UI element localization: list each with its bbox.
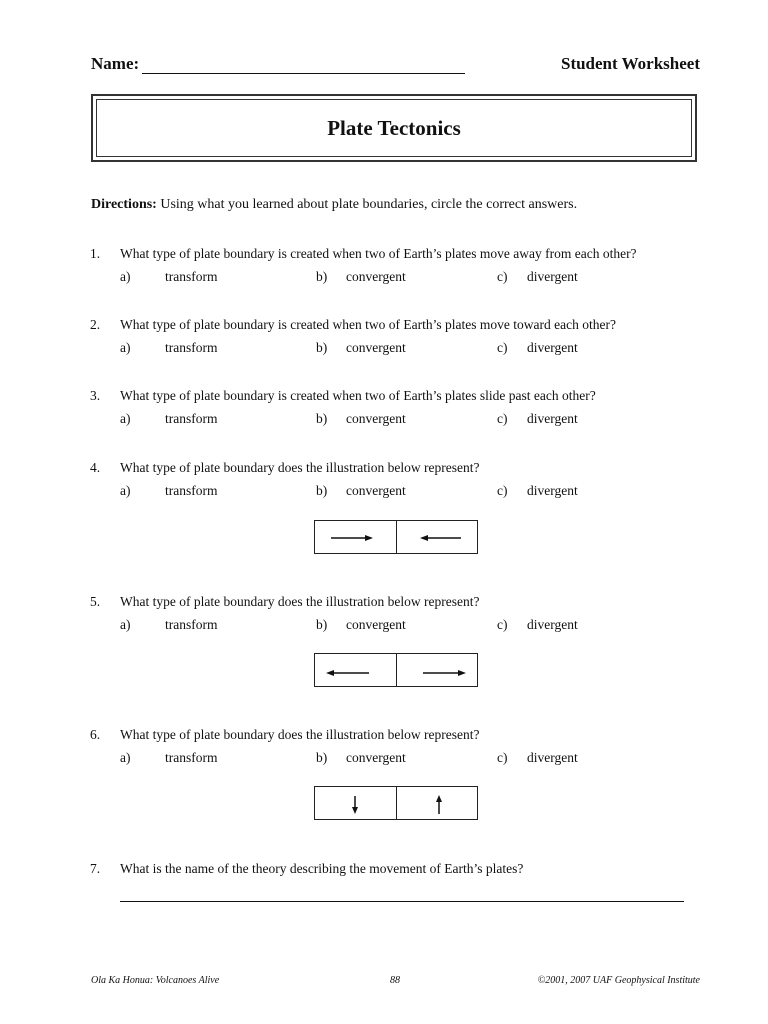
option-letter-a: a) (120, 411, 131, 426)
option-divergent[interactable]: divergent (527, 483, 578, 498)
option-letter-c: c) (497, 340, 508, 355)
option-letter-b: b) (316, 617, 328, 632)
option-divergent[interactable]: divergent (527, 750, 578, 765)
option-letter-b: b) (316, 411, 328, 426)
directions (91, 197, 577, 213)
option-letter-a: a) (120, 340, 131, 355)
question-3 (0, 388, 768, 428)
illustration-convergent-arrows (314, 520, 478, 554)
arrows-away-icon (315, 654, 479, 688)
question-text: What type of plate boundary does the illustration below represent? (120, 594, 480, 609)
option-letter-a: a) (120, 483, 131, 498)
answer-line[interactable] (120, 901, 684, 902)
page-number: 88 (390, 975, 400, 986)
directions-label: Directions: (91, 197, 157, 212)
illustration-divergent-arrows (314, 653, 478, 687)
question-5 (0, 594, 768, 634)
arrows-sliding-icon (315, 787, 479, 821)
option-transform[interactable]: transform (165, 340, 218, 355)
option-divergent[interactable]: divergent (527, 340, 578, 355)
illustration-transform-arrows (314, 786, 478, 820)
option-transform[interactable]: transform (165, 269, 218, 284)
option-divergent[interactable]: divergent (527, 617, 578, 632)
option-letter-a: a) (120, 269, 131, 284)
arrows-toward-icon (315, 521, 479, 555)
question-2 (0, 317, 768, 357)
option-divergent[interactable]: divergent (527, 411, 578, 426)
option-convergent[interactable]: convergent (346, 483, 406, 498)
question-number: 3. (90, 388, 101, 403)
question-number: 6. (90, 727, 101, 742)
question-text: What type of plate boundary is created when two of Earth’s plates move away from each other? (120, 246, 637, 261)
option-letter-c: c) (497, 483, 508, 498)
option-transform[interactable]: transform (165, 617, 218, 632)
option-transform[interactable]: transform (165, 411, 218, 426)
question-text: What type of plate boundary does the illustration below represent? (120, 460, 480, 475)
option-letter-b: b) (316, 750, 328, 765)
question-7 (0, 861, 768, 881)
option-letter-c: c) (497, 269, 508, 284)
question-number: 2. (90, 317, 101, 332)
question-4 (0, 460, 768, 500)
option-transform[interactable]: transform (165, 483, 218, 498)
option-convergent[interactable]: convergent (346, 617, 406, 632)
directions-text: Using what you learned about plate boundaries, circle the correct answers. (156, 197, 578, 212)
option-convergent[interactable]: convergent (346, 340, 406, 355)
question-6 (0, 727, 768, 767)
question-number: 4. (90, 460, 101, 475)
option-divergent[interactable]: divergent (527, 269, 578, 284)
footer-copyright: ©2001, 2007 UAF Geophysical Institute (537, 975, 700, 986)
question-text: What is the name of the theory describing the movement of Earth’s plates? (120, 861, 524, 876)
page-title: Plate Tectonics (327, 115, 461, 140)
option-letter-c: c) (497, 411, 508, 426)
option-letter-c: c) (497, 750, 508, 765)
option-letter-b: b) (316, 340, 328, 355)
footer-source: Ola Ka Honua: Volcanoes Alive (91, 975, 220, 986)
option-letter-b: b) (316, 483, 328, 498)
option-convergent[interactable]: convergent (346, 750, 406, 765)
option-convergent[interactable]: convergent (346, 411, 406, 426)
question-text: What type of plate boundary is created when two of Earth’s plates move toward each other? (120, 317, 616, 332)
option-letter-b: b) (316, 269, 328, 284)
option-letter-c: c) (497, 617, 508, 632)
option-transform[interactable]: transform (165, 750, 218, 765)
title-box (91, 94, 697, 162)
option-letter-a: a) (120, 617, 131, 632)
worksheet-label: Student Worksheet (560, 54, 700, 73)
question-number: 5. (90, 594, 101, 609)
option-letter-a: a) (120, 750, 131, 765)
option-convergent[interactable]: convergent (346, 269, 406, 284)
name-label: Name: (91, 54, 140, 73)
question-text: What type of plate boundary does the illustration below represent? (120, 727, 480, 742)
question-number: 7. (90, 861, 101, 876)
question-text: What type of plate boundary is created when two of Earth’s plates slide past each other? (120, 388, 596, 403)
name-input-line[interactable] (142, 73, 465, 74)
question-number: 1. (90, 246, 101, 261)
question-1 (0, 246, 768, 286)
